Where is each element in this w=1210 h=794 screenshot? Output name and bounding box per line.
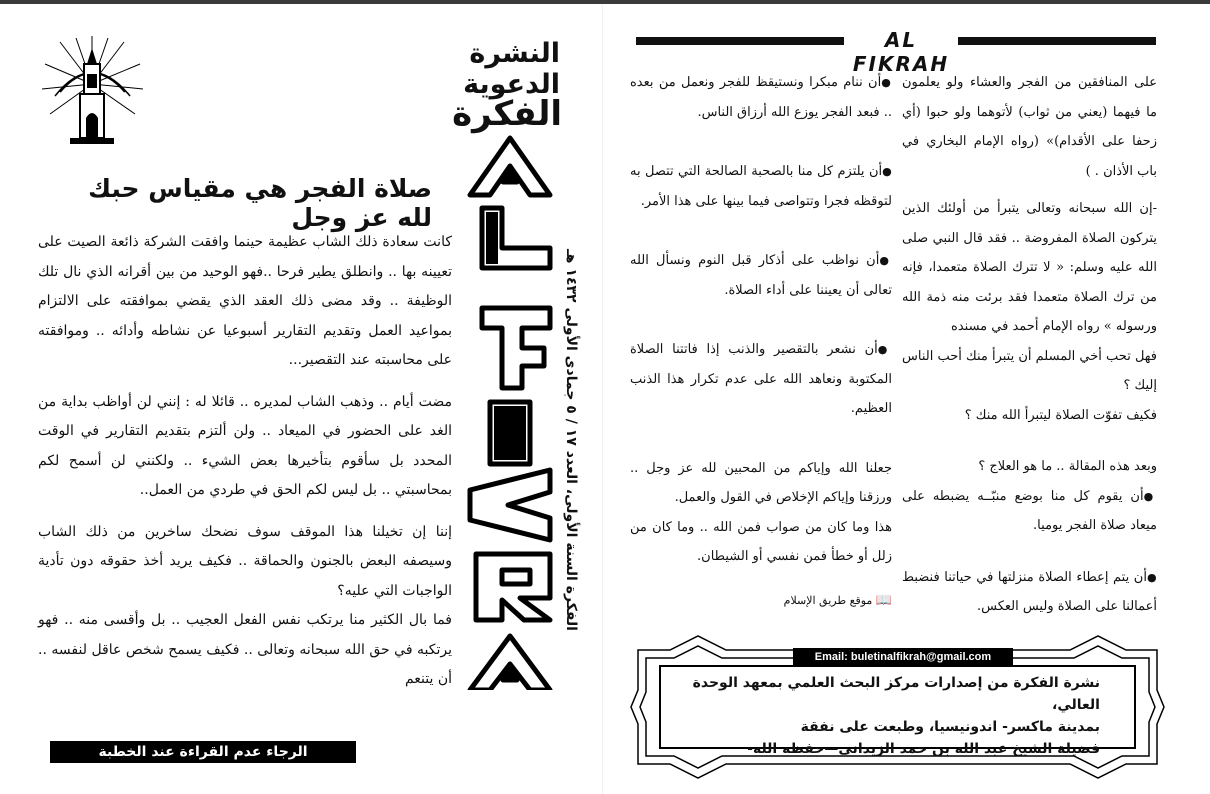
paragraph: فما بال الكثير منا يرتكب نفس الفعل العجيب .. بل وأقسى منه .. فهو يرتكبه في حق الله سبحانه وتعالى .. فكيف يسمح شخص عاقل لنفسه .. أن يتنعم [38,612,453,687]
book-icon: 📖 [875,592,892,608]
right-column [902,68,1157,622]
al-fikrah-vertical-logo [462,130,557,690]
list-item: ● أن يلتزم كل منا بالصحبة الصالحة التي تتصل به لتوقظه فجرا وتتواصى فيما بينها على هذا الأمر. [630,157,892,216]
source-text: موقع طريق الإسلام [783,593,873,607]
list-item: ● أن نشعر بالتقصير والذنب إذا فاتتنا الصلاة المكتوبة ونعاهد الله على عدم تكرار هذا الذنب العظيم. [630,335,892,424]
paragraph: على المنافقين من الفجر والعشاء ولو يعلمون ما فيهما (يعني من ثواب) لأتوهما ولو حبوا (أي زحفا على الأقدام)» (رواه الإمام البخاري في باب الأذان . ) [902,75,1157,179]
logo-script-word: الفكرة [452,94,562,134]
issue-info-text: الفكرة السنة الأولى، العدد ١٧ / ٥ جمادى الأولى ١٤٣٢ هـ [563,249,579,631]
list-item: ● أن ننام مبكرا ونستيقظ للفجر ونعمل من بعده .. فبعد الفجر يوزع الله أرزاق الناس. [630,68,892,127]
paragraph: مضت أيام .. وذهب الشاب لمديره .. قائلا له : إنني لن أواظب بداية من الغد على الحضور في الميعاد .. ولن ألتزم بتقديم التقارير في الوقت المحدد بل سأقوم بتأخيرها بعض الشيء .. ولكنني لن أسمح لكم بمحاسبتي .. بل ليس لكم الحق في طردي من العمل.. [38,393,452,498]
paragraph: وبعد هذه المقالة .. ما هو العلاج ؟ [978,459,1157,474]
paragraph: فكيف تفوّت الصلاة ليتبرأ الله منك ؟ [964,407,1157,423]
colophon-line: بمدينة ماكسر- اندونيسيا، وطبعت على نفقة [800,719,1100,735]
source-credit [630,586,892,616]
list-item: ● أن يتم إعطاء الصلاة منزلتها في حياتنا فنضبط أعمالنا على الصلاة وليس العكس. [902,563,1157,622]
list-item: ● أن نواظب على أذكار قبل النوم ونسأل الله تعالى أن يعيننا على أداء الصلاة. [630,246,892,305]
footer-notice: الرجاء عدم القراءة عند الخطبة [50,741,356,763]
header-tag: AL FIKRAH [844,28,958,52]
paragraph: هذا وما كان من صواب فمن الله .. وما كان من زلل أو خطأ فمن نفسي أو الشيطان. [630,519,892,564]
paragraph: -إن الله سبحانه وتعالى يتبرأ من أولئك الذين يتركون الصلاة المفروضة .. فقد قال النبي صلى الله عليه وسلم: « لا تترك الصلاة متعمدا، فإنه من ترك الصلاة متعمدا فقد برئت منه ذمة الله ورسوله » رواه الإمام أحمد في مسنده [902,201,1157,334]
paragraph: جعلنا الله وإياكم من المحبين لله عز وجل .. ورزقنا وإياكم الإخلاص في القول والعمل. [630,460,892,505]
institute-emblem-icon [40,34,145,154]
top-border [0,0,1210,4]
bulletin-title: النشرة الدعوية [463,38,560,100]
left-article-body [38,228,452,707]
article-headline: صلاة الفجر هي مقياس حبك لله عز وجل [88,174,432,232]
paragraph: فهل تحب أخي المسلم أن يتبرأ منك أحب الناس إليك ؟ [902,348,1157,393]
middle-column [630,68,892,615]
colophon-line: نشرة الفكرة من إصدارات مركز البحث العلمي بمعهد الوحدة العالي، [692,675,1100,713]
issue-info-vertical [556,190,586,690]
paragraph: إننا إن تخيلنا هذا الموقف سوف نضحك ساخرين من ذلك الشاب وسيصفه البعض بالجنون والحماقة .. فكيف يريد أخذ حقوقه دون تأدية الواجبات التي عليه؟ [38,523,452,599]
paragraph: كانت سعادة ذلك الشاب عظيمة حينما وافقت الشركة ذائعة الصيت على تعيينه بها .. وانطلق يطير فرحا ..فهو الوحيد من بين أقرانه الذي نال تلك الوظيفة .. وقد مضى ذلك العقد الذي يقضي بموافقته على الالتزام بمواعيد العمل وتقديم التقارير أسبوعيا عن نشاطه وأدائه .. وموافقته على محاسبته عند التقصير... [38,234,452,368]
colophon-line: فضيلة الشيخ عبد الله بن حمد الزيداني—حفظه الله- [747,741,1100,757]
email-link[interactable]: Email: buletinalfikrah@gmail.com [793,648,1013,666]
page-fold [602,4,603,794]
list-item: ● أن يقوم كل منا بوضع منبّــه يضبطه على ميعاد صلاة الفجر يوميا. [902,482,1157,541]
colophon-text [680,672,1100,760]
